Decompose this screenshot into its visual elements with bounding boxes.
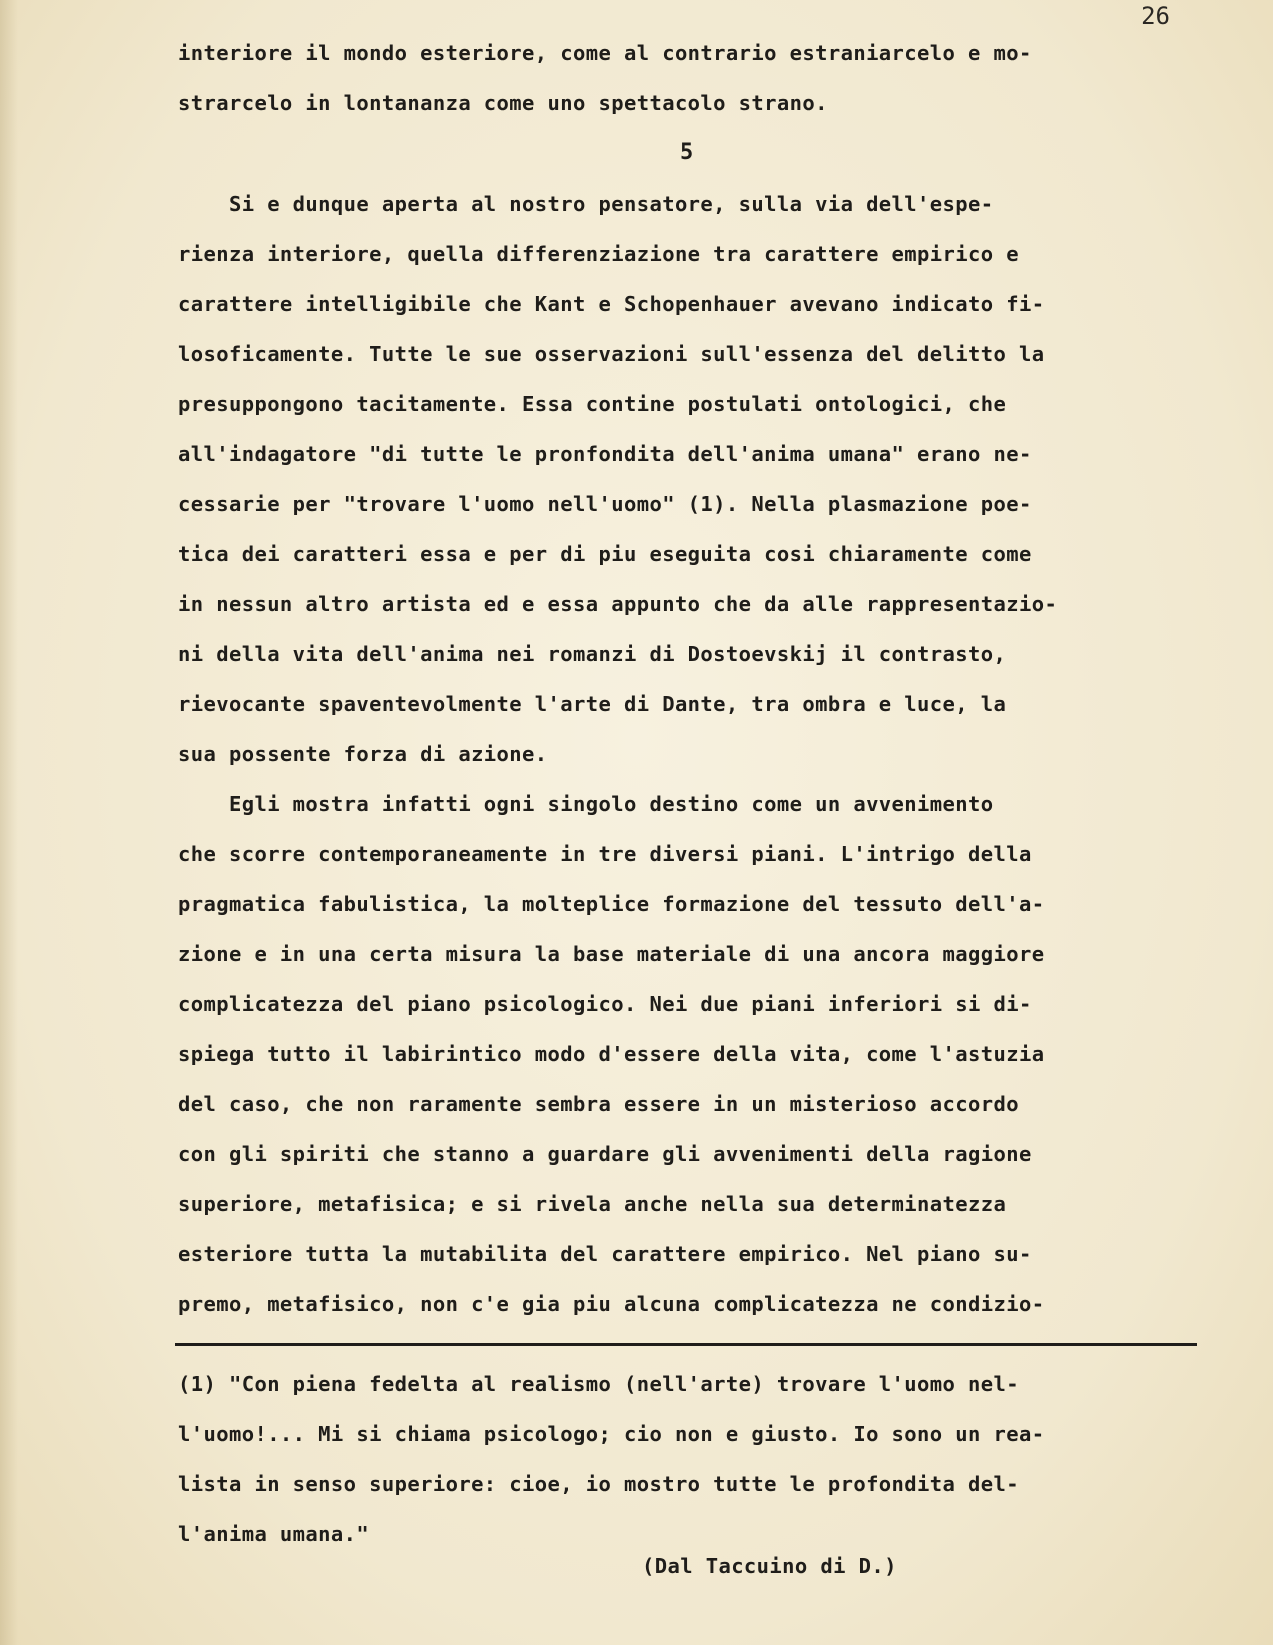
footnote-attribution: (Dal Taccuino di D.) xyxy=(642,1554,897,1578)
footnote-line: lista in senso superiore: cioe, io mostro tutte le profondita del- xyxy=(178,1472,1019,1496)
body-line: sua possente forza di azione. xyxy=(178,742,548,766)
body-line: cessarie per "trovare l'uomo nell'uomo" (1). Nella plasmazione poe- xyxy=(178,492,1032,516)
body-line: losoficamente. Tutte le sue osservazioni sull'essenza del delitto la xyxy=(178,342,1045,366)
body-line: strarcelo in lontananza come uno spettacolo strano. xyxy=(178,91,828,115)
body-line: carattere intelligibile che Kant e Schopenhauer avevano indicato fi- xyxy=(178,292,1045,316)
section-number: 5 xyxy=(680,140,694,165)
body-line: Si e dunque aperta al nostro pensatore, sulla via dell'espe- xyxy=(178,192,994,216)
body-line: zione e in una certa misura la base materiale di una ancora maggiore xyxy=(178,942,1045,966)
body-line: tica dei caratteri essa e per di piu eseguita cosi chiaramente come xyxy=(178,542,1032,566)
body-line: complicatezza del piano psicologico. Nei due piani inferiori si di- xyxy=(178,992,1032,1016)
body-line: rienza interiore, quella differenziazione tra carattere empirico e xyxy=(178,242,1019,266)
body-line: del caso, che non raramente sembra essere in un misterioso accordo xyxy=(178,1092,1019,1116)
body-line: con gli spiriti che stanno a guardare gli avvenimenti della ragione xyxy=(178,1142,1032,1166)
footnote-line: l'uomo!... Mi si chiama psicologo; cio non e giusto. Io sono un rea- xyxy=(178,1422,1045,1446)
body-line: interiore il mondo esteriore, come al contrario estraniarcelo e mo- xyxy=(178,41,1032,65)
body-line: in nessun altro artista ed e essa appunto che da alle rappresentazio- xyxy=(178,592,1058,616)
body-line: esteriore tutta la mutabilita del carattere empirico. Nel piano su- xyxy=(178,1242,1032,1266)
page-number: 26 xyxy=(1141,2,1170,30)
footnote-line: (1) "Con piena fedelta al realismo (nell'arte) trovare l'uomo nel- xyxy=(178,1372,1019,1396)
body-line: rievocante spaventevolmente l'arte di Dante, tra ombra e luce, la xyxy=(178,692,1007,716)
body-line: ni della vita dell'anima nei romanzi di Dostoevskij il contrasto, xyxy=(178,642,1007,666)
body-line: presuppongono tacitamente. Essa contine postulati ontologici, che xyxy=(178,392,1007,416)
body-line: all'indagatore "di tutte le pronfondita dell'anima umana" erano ne- xyxy=(178,442,1032,466)
body-line: superiore, metafisica; e si rivela anche nella sua determinatezza xyxy=(178,1192,1007,1216)
body-line: pragmatica fabulistica, la molteplice formazione del tessuto dell'a- xyxy=(178,892,1045,916)
footnote-line: l'anima umana." xyxy=(178,1522,370,1546)
paper-edge-shadow xyxy=(0,0,18,1645)
body-line: spiega tutto il labirintico modo d'essere della vita, come l'astuzia xyxy=(178,1042,1045,1066)
body-line: premo, metafisico, non c'e gia piu alcuna complicatezza ne condizio- xyxy=(178,1292,1045,1316)
body-line: che scorre contemporaneamente in tre diversi piani. L'intrigo della xyxy=(178,842,1032,866)
footnote-separator-rule xyxy=(175,1343,1197,1346)
body-line: Egli mostra infatti ogni singolo destino come un avvenimento xyxy=(178,792,994,816)
